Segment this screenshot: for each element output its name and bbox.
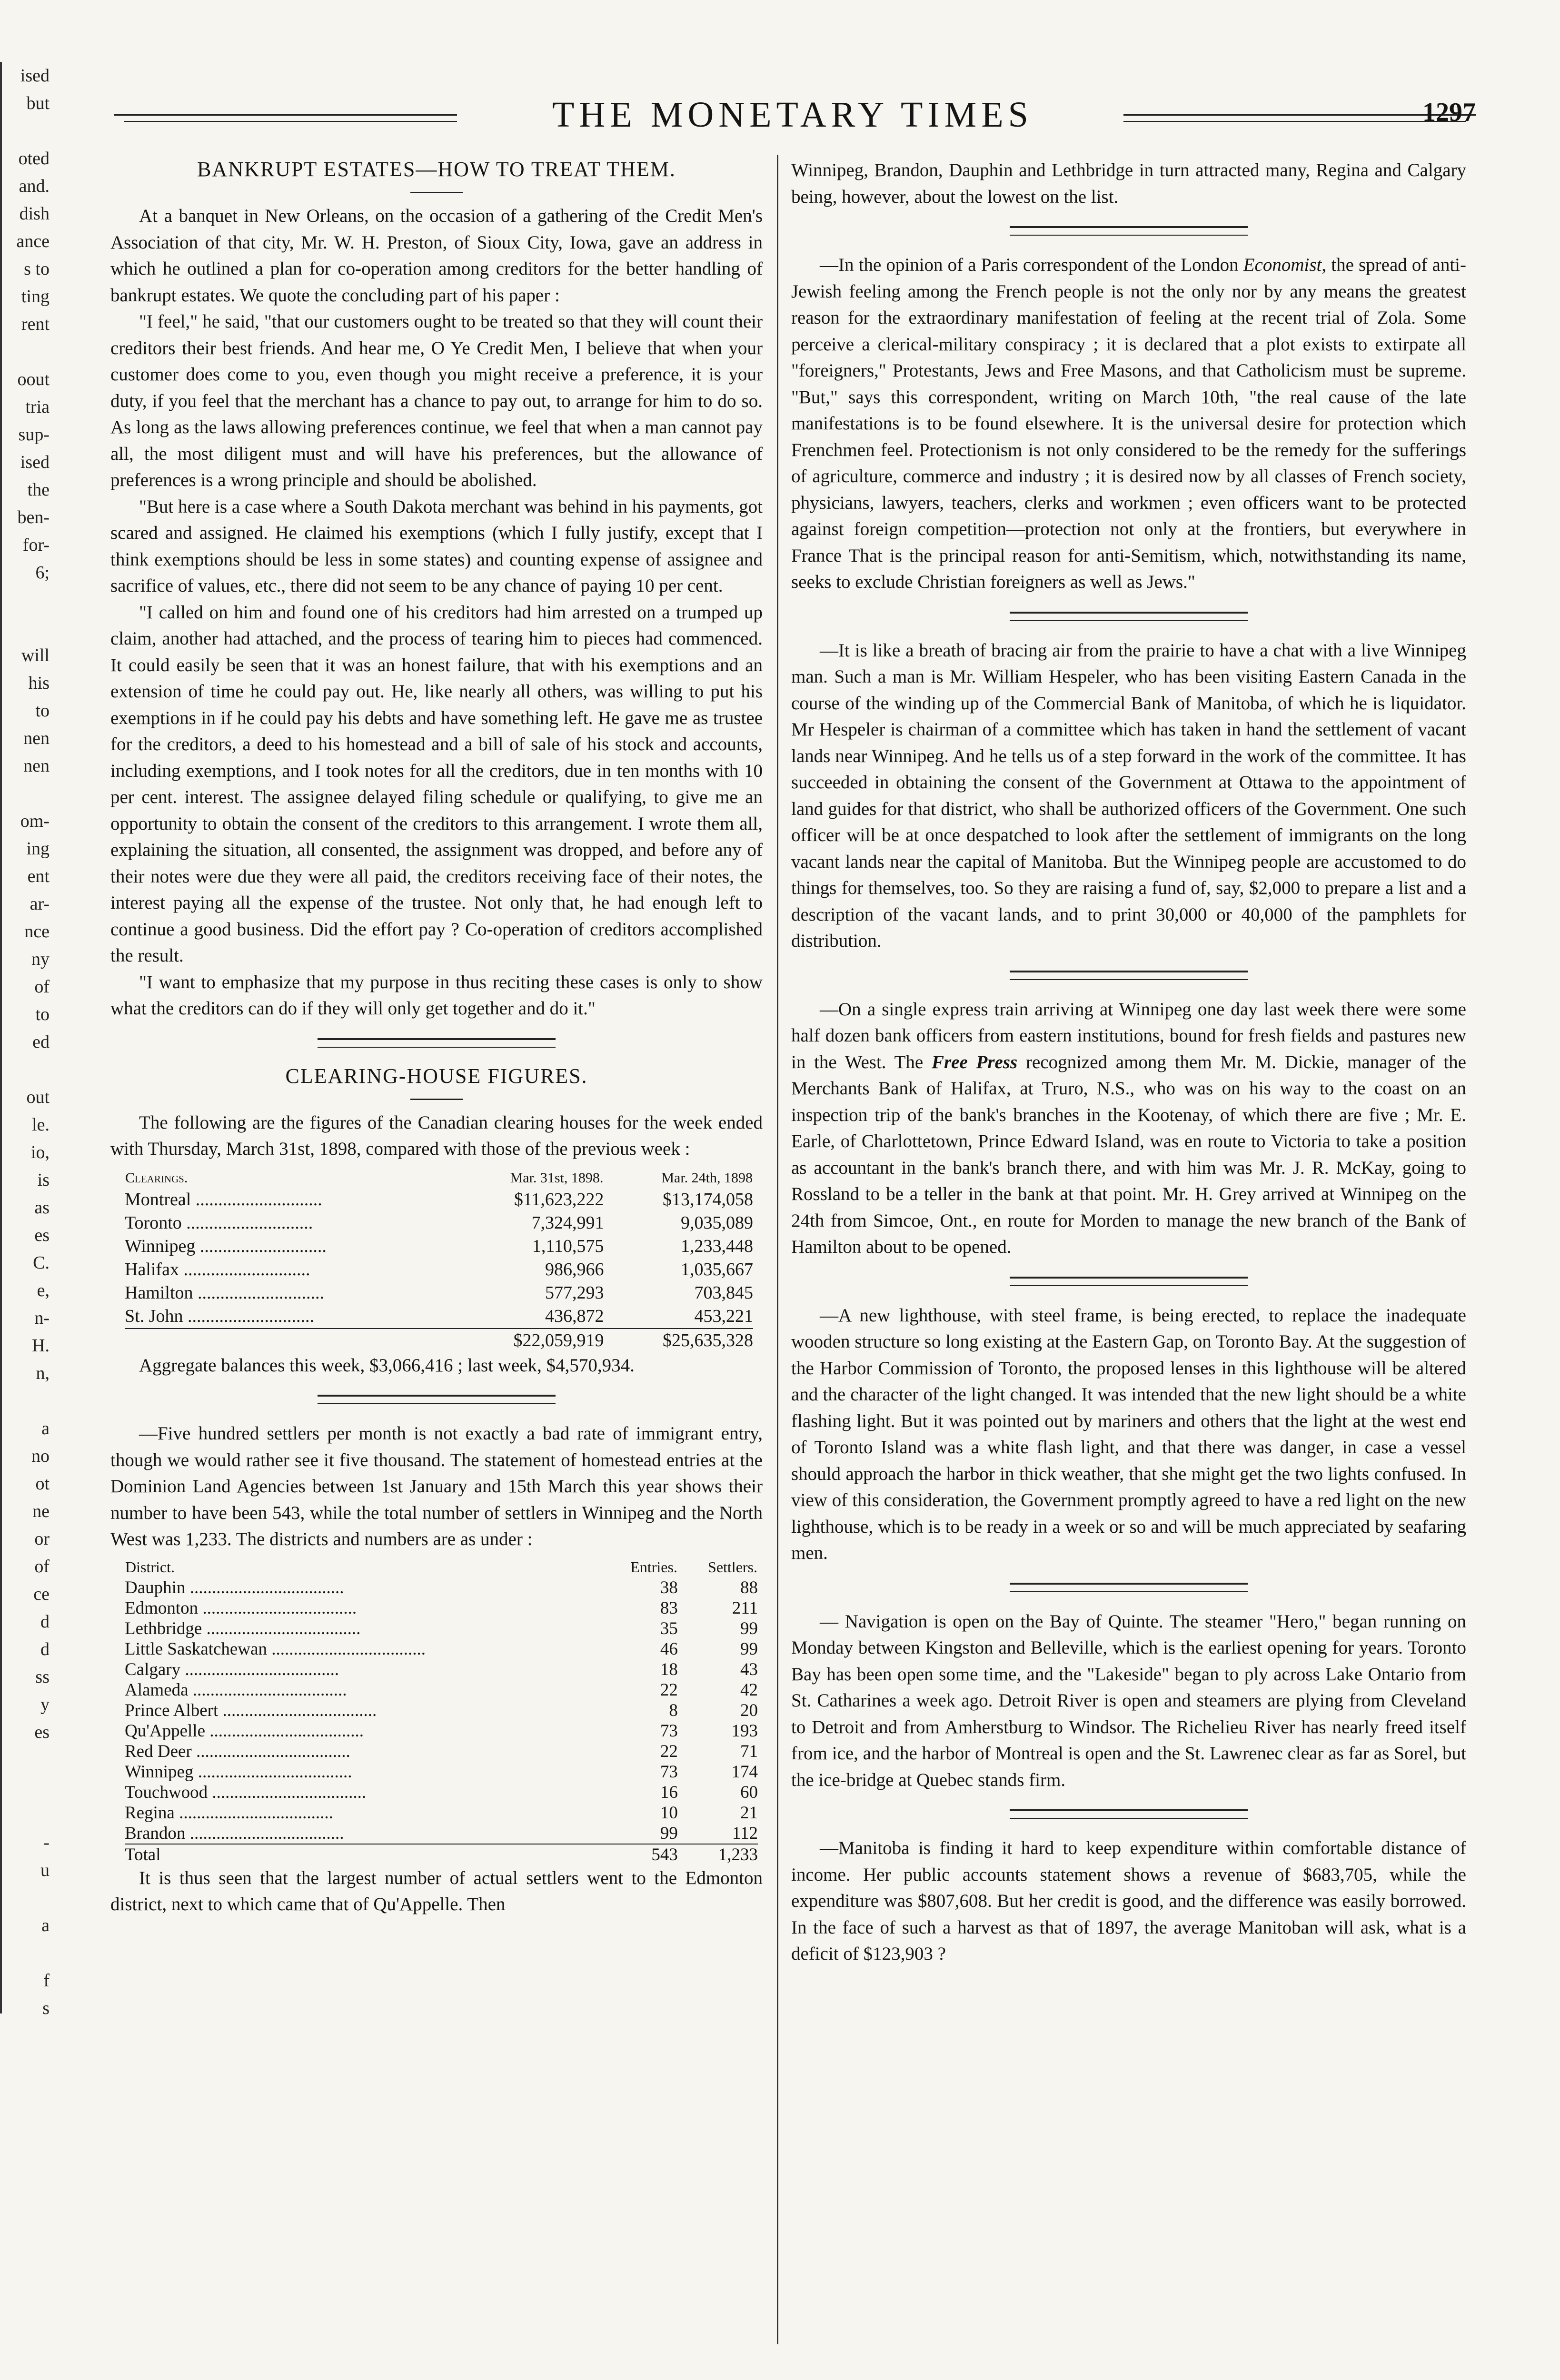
- district-cell: Regina ...................................: [125, 1803, 333, 1823]
- city-cell: Montreal ............................: [125, 1190, 322, 1210]
- paragraph: The following are the figures of the Canadian clearing houses for the week ended with Thursday, March 31st, 1898, compared with those of the previous week :: [110, 1112, 763, 1159]
- table-row: [125, 1639, 758, 1659]
- column-divider: [777, 155, 778, 2344]
- paragraph: "I called on him and found one of his creditors had him arrested on a trumped up claim, another had attached, and the process of tearing him to pieces had commenced. It could easily be seen that it was an honest failure, that with his exemptions and an extension of time he could pay out. He, like nearly all others, was willing to put his exemptions in if he could pay his debts and have something left. He gave me as trustee for the creditors, a deed to his homestead and a bill of sale of his stock and accounts, including exemptions, and I took notes for all the creditors, due in ten months with 10 per cent. interest. The assignee delayed filing schedule or qualifying, to give me an opportunity to obtain the consent of the creditors to this arrangement. I wrote them all, explaining the situation, all consented, the assignment was dropped, and before any of their notes were due they were all paid, the creditors receiving face of their notes, the interest paying all the expense of the trustee. Not only that, he had enough left to continue a good business. Did the effort pay ? Co-operation of creditors accomplished the result.: [110, 602, 763, 966]
- edge-fragment: is: [37, 1170, 50, 1190]
- table-header: [125, 1557, 758, 1577]
- edge-fragment: the: [27, 480, 50, 500]
- district-cell: Touchwood ...................................: [125, 1782, 367, 1802]
- table-row: [125, 1305, 753, 1329]
- city-cell: St. John ............................: [125, 1306, 314, 1326]
- clearing-table: [125, 1168, 753, 1352]
- edge-fragment: sup-: [18, 425, 50, 445]
- district-cell: Brandon ...................................: [125, 1823, 344, 1843]
- edge-fragment: a: [41, 1915, 50, 1935]
- city-cell: Toronto ............................: [125, 1213, 313, 1233]
- edge-fragment: [0, 117, 52, 145]
- edge-fragment: to: [35, 1004, 50, 1024]
- edge-fragment: of: [34, 977, 50, 997]
- value-cell: 35: [660, 1618, 678, 1638]
- edge-fragment: -: [43, 1833, 50, 1853]
- table-row: [125, 1741, 758, 1762]
- column-header: Mar. 24th, 1898: [661, 1170, 753, 1186]
- text: , the spread of anti-Jewish feeling among the French people is not the only nor by any means the greatest reason for the extraordinary manifestation of feeling at the recent trial of Zola. Some perceive a clerical-military conspiracy ; it is declared that a plot exists to extirpate all "foreigners," Protestants, Jews and Free Masons, and that Catholicism must be supreme. "But," says this correspondent, writing on March 10th, "the real cause of the late manifestations is to be found elsewhere. It is the universal desire for protection which Frenchmen feel. Protectionism is not only considered to be the remedy for the sufferings of agriculture, commerce and industry ; it is desired now by all classes of French society, physicians, lawyers, teachers, clerks and workmen ; even officers want to be protected against foreign competition—protection not only at the frontiers, but everywhere in France That is the principal reason for anti-Semitism, which, notwithstanding its name, seeks to exclude Christian foreigners as well as Jews.": [791, 255, 1466, 592]
- value-cell: 18: [660, 1659, 678, 1679]
- edge-fragment: oted: [18, 149, 50, 169]
- value-cell: 22: [660, 1741, 678, 1761]
- settlers-rows: [125, 1577, 758, 1844]
- table-header: [125, 1168, 753, 1188]
- edge-fragment: [0, 780, 52, 807]
- heading-rule: [410, 192, 463, 193]
- value-cell: 99: [740, 1639, 758, 1659]
- value-cell: 16: [660, 1782, 678, 1802]
- edge-fragment: ot: [35, 1474, 50, 1494]
- total-cell: $25,635,328: [604, 1329, 753, 1352]
- edge-fragment: ance: [16, 231, 50, 251]
- edge-fragment: a: [41, 1418, 50, 1438]
- city-cell: Halifax ............................: [125, 1259, 310, 1279]
- edge-fragment: oout: [17, 369, 50, 389]
- section-rule: [318, 1395, 556, 1404]
- edge-fragment: ce: [33, 1584, 50, 1604]
- section-rule: [1010, 226, 1248, 236]
- edge-fragment: f: [43, 1971, 50, 1991]
- edge-fragment: le.: [32, 1115, 50, 1135]
- value-cell: 193: [731, 1721, 758, 1741]
- column-header: Entries.: [630, 1558, 677, 1576]
- column-header: Settlers.: [708, 1558, 757, 1576]
- edge-fragment: s: [42, 1998, 50, 2018]
- section-rule: [318, 1038, 556, 1048]
- edge-fragment: for-: [22, 535, 50, 555]
- edge-fragment: om-: [20, 811, 50, 831]
- right-column: [791, 157, 1466, 1967]
- edge-fragment: [0, 1774, 52, 1801]
- edge-fragment: ny: [31, 949, 50, 969]
- city-cell: Winnipeg ............................: [125, 1236, 327, 1256]
- express-paragraph: [791, 996, 1466, 1260]
- paragraph: "But here is a case where a South Dakota merchant was behind in his payments, got scared and assigned. He claimed his exemptions (which I fully justify, except that I think exemptions should be less in some states) and counting expense of assignee and sacrifice of values, etc., there did not seem to be any chance of paying 10 per cent.: [110, 496, 763, 596]
- district-cell: Dauphin ...................................: [125, 1577, 344, 1597]
- column-header: Mar. 31st, 1898.: [510, 1170, 604, 1186]
- total-cell: 1,233: [678, 1844, 758, 1865]
- district-cell: Alameda ...................................: [125, 1680, 347, 1700]
- section-rule: [1010, 1277, 1248, 1286]
- edge-fragment: ar-: [30, 894, 50, 914]
- article-heading: BANKRUPT ESTATES—HOW TO TREAT THEM.: [197, 158, 676, 181]
- value-cell: 88: [740, 1577, 758, 1597]
- value-cell: 60: [740, 1782, 758, 1802]
- table-row: [125, 1188, 753, 1211]
- table-total-row: [125, 1329, 753, 1352]
- value-cell: $13,174,058: [663, 1190, 753, 1210]
- edge-fragment: ss: [35, 1667, 50, 1687]
- edge-fragment: d: [40, 1639, 50, 1659]
- district-cell: Lethbridge ...................................: [125, 1618, 361, 1638]
- table-total-row: [125, 1844, 758, 1865]
- edge-fragment: [0, 1939, 52, 1967]
- value-cell: 9,035,089: [681, 1213, 753, 1233]
- edge-fragment: out: [26, 1087, 50, 1107]
- column-label: Clearings.: [125, 1170, 188, 1186]
- edge-fragment: [0, 1801, 52, 1829]
- paragraph: At a banquet in New Orleans, on the occasion of a gathering of the Credit Men's Association of that city, Mr. W. H. Preston, of Sioux City, Iowa, gave an address in which he outlined a plan for co-operation among creditors for the better handling of bankrupt estates. We quote the concluding part of his paper :: [110, 206, 763, 306]
- edge-fragment: es: [34, 1225, 50, 1245]
- paragraph-continued: Winnipeg, Brandon, Dauphin and Lethbridge in turn attracted many, Regina and Calgary being, however, about the lowest on the list.: [791, 160, 1466, 207]
- value-cell: 577,293: [545, 1283, 604, 1303]
- edge-fragment: [0, 338, 52, 366]
- edge-fragment: [0, 1884, 52, 1912]
- paragraph: It is thus seen that the largest number of actual settlers went to the Edmonton district, next to which came that of Qu'Appelle. Then: [110, 1867, 763, 1914]
- text: —In the opinion of a Paris correspondent of the London: [820, 255, 1243, 275]
- value-cell: 43: [740, 1659, 758, 1679]
- value-cell: 22: [660, 1680, 678, 1700]
- left-column: [110, 157, 763, 1918]
- total-cell: 543: [602, 1844, 678, 1865]
- facing-page-fragments: [0, 62, 52, 2109]
- district-cell: Qu'Appelle ...................................: [125, 1721, 364, 1741]
- edge-fragment: nen: [23, 728, 50, 748]
- edge-fragment: [0, 586, 52, 614]
- edge-fragment: u: [40, 1860, 50, 1880]
- edge-fragment: as: [34, 1198, 50, 1218]
- value-cell: 42: [740, 1680, 758, 1700]
- value-cell: 8: [669, 1700, 678, 1720]
- edge-fragment: 6;: [35, 563, 50, 583]
- table-row: [125, 1258, 753, 1281]
- paragraph: —It is like a breath of bracing air from the prairie to have a chat with a live Winnipeg man. Such a man is Mr. William Hespeler, who has been visiting Eastern Canada in the course of the winding up of the Commercial Bank of Manitoba, of which he is liquidator. Mr Hespeler is chairman of a committee which has taken in hand the settlement of vacant lands near Winnipeg. And he tells us of a step forward in the work of the committee. It has succeeded in obtaining the consent of the Government at Ottawa to the appointment of land guides for that district, who shall be authorized officers of the Government. One such officer will be at once despatched to look after the settlement of immigrants on the long vacant lands near the capital of Manitoba. But the Winnipeg people are accustomed to do things for themselves, too. So they are raising a fund of, say, $2,000 to prepare a list and a description of the vacant lands, and to print 30,000 or 40,000 of the pamphlets for distribution.: [791, 640, 1466, 951]
- edge-fragment: or: [34, 1529, 50, 1549]
- settlers-table: [125, 1557, 758, 1865]
- edge-fragment: io,: [30, 1142, 50, 1162]
- clearing-rows: [125, 1188, 753, 1329]
- publication-name: Free Press: [931, 1051, 1018, 1072]
- settlers-article: [110, 1420, 763, 1918]
- value-cell: 99: [660, 1823, 678, 1843]
- edge-fragment: no: [31, 1446, 50, 1466]
- value-cell: 436,872: [545, 1306, 604, 1326]
- total-label: Total: [125, 1844, 602, 1865]
- publication-name: Economist: [1243, 255, 1322, 275]
- edge-fragment: and.: [19, 176, 50, 196]
- total-cell: $22,059,919: [451, 1329, 604, 1352]
- edge-fragment: ting: [21, 287, 50, 307]
- paragraph: "I feel," he said, "that our customers ought to be treated so that they will count their creditors their best friends. And hear me, O Ye Credit Men, I believe that when your customer does come to you, even though you might receive a preference, it is your duty, if you feel that the merchant has a chance to pay out, to arrange for him to do so. As long as the laws allowing preferences continue, we feel that when a man cannot pay all, the most diligent must and will have his preferences, but the allowance of preferences is a wrong principle and should be abolished.: [110, 311, 763, 490]
- masthead-rule-right-2: [1123, 121, 1466, 122]
- edge-fragment: [0, 1746, 52, 1774]
- edge-fragment: ent: [27, 866, 50, 886]
- edge-fragment: his: [28, 673, 50, 693]
- district-cell: Winnipeg ...................................: [125, 1762, 352, 1782]
- edge-fragment: will: [21, 645, 50, 665]
- value-cell: 71: [740, 1741, 758, 1761]
- value-cell: 453,221: [694, 1306, 753, 1326]
- value-cell: 21: [740, 1803, 758, 1823]
- table-row: [125, 1281, 753, 1305]
- section-rule: [1010, 971, 1248, 980]
- value-cell: 703,845: [694, 1283, 753, 1303]
- masthead-rule-left-2: [124, 121, 457, 122]
- table-row: [125, 1803, 758, 1823]
- table-row: [125, 1680, 758, 1700]
- text: recognized among them Mr. M. Dickie, manager of the Merchants Bank of Halifax, at Truro, N.S., who was on his way to the coast on an inspection trip of the bank's branches in the Kootenay, of which there are five ; Mr. E. Earle, of Charlottetown, Prince Edward Island, was en route to Victoria to take a position as accountant in the bank's branch there, and with him was Mr. J. R. McKay, going to Rossland to be a teller in the bank at that point. Mr. H. Grey arrived at Winnipeg on the 24th from Simcoe, Ont., en route for Morden to manage the new branch of the Bank of Hamilton about to be opened.: [791, 1051, 1466, 1257]
- paragraph: — Navigation is open on the Bay of Quinte. The steamer "Hero," began running on Monday between Kingston and Belleville, which is the earliest opening for years. Toronto Bay has been open some time, and the "Lakeside" began to ply across Lake Ontario from St. Catharines a week ago. Detroit River is open and steamers are plying from Cleveland to Detroit and from Amherstburg to Windsor. The Richelieu River has nearly freed itself from ice, and the harbor of Montreal is open and the St. Lawrenec clear as far as Sorel, but the ice-bridge at Quebec stands firm.: [791, 1611, 1466, 1790]
- paragraph: —A new lighthouse, with steel frame, is being erected, to replace the inadequate wooden structure so long existing at the Eastern Gap, on Toronto Bay. At the suggestion of the Harbor Commission of Toronto, the proposed lenses in this lighthouse will be altered and the character of the light changed. It was intended that the new light should be a white flashing light. But it was pointed out by mariners and others that the light at the west end of Toronto Island was a white flash light, and that there was danger, in case a vessel should approach the harbor in thick weather, that she might get the two lights confused. In view of this consideration, the Government promptly agreed to have a red light on the new lighthouse, which is to be ready in a week or so and will be much appreciated by seafaring men.: [791, 1305, 1466, 1563]
- table-row: [125, 1762, 758, 1782]
- clearing-house-article: [110, 1064, 763, 1379]
- edge-fragment: rent: [21, 314, 50, 334]
- district-cell: Red Deer ...................................: [125, 1741, 350, 1761]
- aggregate-line: Aggregate balances this week, $3,066,416 ; last week, $4,570,934.: [139, 1355, 635, 1376]
- table-row: [125, 1235, 753, 1258]
- edge-fragment: n-: [34, 1308, 50, 1328]
- edge-fragment: nen: [23, 756, 50, 776]
- paragraph: "I want to emphasize that my purpose in thus reciting these cases is only to show what the creditors can do if they will only get together and do it.": [110, 972, 763, 1019]
- section-rule: [1010, 1583, 1248, 1592]
- value-cell: 83: [660, 1598, 678, 1618]
- district-cell: Little Saskatchewan ...................................: [125, 1639, 426, 1659]
- section-rule: [1010, 1809, 1248, 1819]
- edge-fragment: ed: [32, 1032, 50, 1052]
- value-cell: 46: [660, 1639, 678, 1659]
- edge-fragment: ben-: [17, 507, 50, 527]
- edge-fragment: nce: [24, 922, 50, 942]
- value-cell: 1,110,575: [532, 1236, 604, 1256]
- page-number: 1297: [1422, 98, 1476, 127]
- edge-fragment: ing: [26, 839, 50, 859]
- paragraph: —Five hundred settlers per month is not exactly a bad rate of immigrant entry, though we would rather see it five thousand. The statement of homestead entries at the Dominion Land Agencies between 1st January and 15th March this year shows their number to have been 543, while the total number of settlers in Winnipeg and the North West was 1,233. The districts and numbers are as under :: [110, 1423, 763, 1549]
- edge-fragment: C.: [33, 1253, 50, 1273]
- table-row: [125, 1577, 758, 1598]
- city-cell: Hamilton ............................: [125, 1283, 325, 1303]
- table-row: [125, 1659, 758, 1680]
- table-row: [125, 1598, 758, 1618]
- edge-fragment: y: [40, 1695, 50, 1715]
- section-rule: [1010, 612, 1248, 621]
- edge-fragment: dish: [19, 204, 50, 224]
- edge-fragment: of: [34, 1557, 50, 1577]
- column-label: District.: [125, 1558, 175, 1576]
- article-heading: CLEARING-HOUSE FIGURES.: [285, 1064, 588, 1088]
- edge-fragment: es: [34, 1722, 50, 1742]
- edge-fragment: n,: [36, 1363, 50, 1383]
- value-cell: 10: [660, 1803, 678, 1823]
- district-cell: Edmonton ...................................: [125, 1598, 357, 1618]
- text: —On a single express train arriving at Winnipeg one day last week there were some half dozen bank officers from eastern institutions, bound for fresh fields and pastures new in the West. The: [791, 999, 1466, 1072]
- value-cell: 986,966: [545, 1259, 604, 1279]
- table-row: [125, 1211, 753, 1235]
- value-cell: 99: [740, 1618, 758, 1638]
- value-cell: 1,035,667: [681, 1259, 753, 1279]
- edge-fragment: [0, 1056, 52, 1083]
- bankrupt-estates-article: [110, 157, 763, 1022]
- table-row: [125, 1782, 758, 1803]
- edge-fragment: e,: [37, 1280, 50, 1300]
- table-row: [125, 1618, 758, 1639]
- edge-fragment: tria: [25, 397, 50, 417]
- table-row: [125, 1721, 758, 1741]
- value-cell: 73: [660, 1721, 678, 1741]
- edge-fragment: ised: [20, 452, 50, 472]
- edge-fragment: to: [35, 701, 50, 721]
- district-cell: Prince Albert ...................................: [125, 1700, 377, 1720]
- edge-fragment: s to: [24, 259, 50, 279]
- edge-fragment: ised: [20, 66, 50, 86]
- value-cell: 174: [731, 1762, 758, 1782]
- value-cell: 20: [740, 1700, 758, 1720]
- district-cell: Calgary ...................................: [125, 1659, 339, 1679]
- value-cell: 7,324,991: [531, 1213, 604, 1233]
- heading-rule: [410, 1099, 463, 1100]
- edge-fragment: [0, 614, 52, 642]
- value-cell: 112: [732, 1823, 758, 1843]
- edge-fragment: [0, 1387, 52, 1415]
- masthead-rule-left: [114, 114, 457, 116]
- value-cell: 38: [660, 1577, 678, 1597]
- edge-fragment: ne: [32, 1501, 50, 1521]
- value-cell: 211: [732, 1598, 758, 1618]
- edge-fragment: H.: [32, 1336, 50, 1356]
- table-row: [125, 1823, 758, 1844]
- edge-fragment: d: [40, 1612, 50, 1632]
- value-cell: $11,623,222: [514, 1190, 604, 1210]
- edge-fragment: but: [26, 93, 50, 113]
- value-cell: 73: [660, 1762, 678, 1782]
- paris-paragraph: [791, 252, 1466, 595]
- table-row: [125, 1700, 758, 1721]
- value-cell: 1,233,448: [681, 1236, 753, 1256]
- masthead-title: THE MONETARY TIMES: [552, 95, 1033, 135]
- masthead: [114, 90, 1476, 143]
- paragraph: —Manitoba is finding it hard to keep expenditure within comfortable distance of income. Her public accounts statement shows a revenue of $683,705, while the expenditure was $807,608. But her credit is good, and the difference was easily borrowed. In the face of such a harvest as that of 1897, the average Manitoban will ask, what is a deficit of $123,903 ?: [791, 1838, 1466, 1964]
